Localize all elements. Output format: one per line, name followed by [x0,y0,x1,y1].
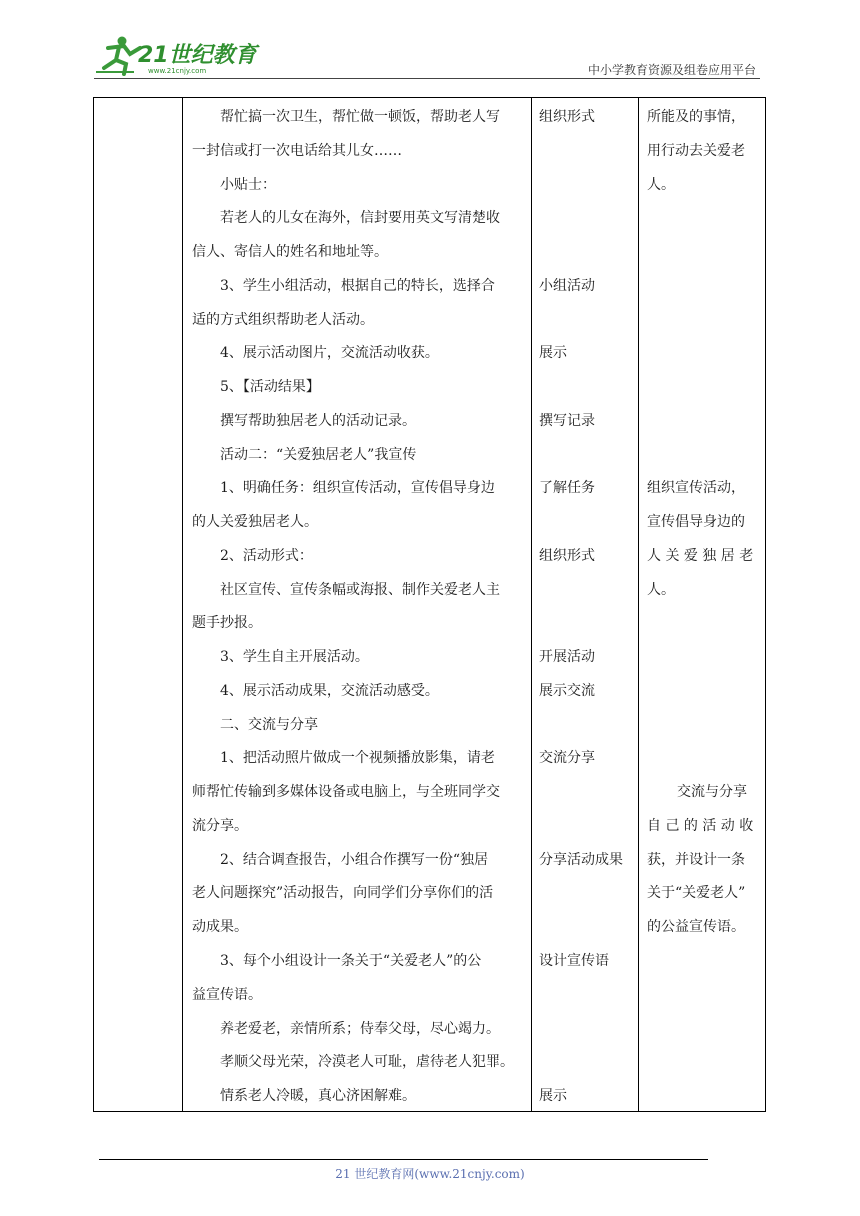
table-line: 组织形式 [539,547,595,564]
table-line: 交流分享 [539,750,595,767]
table-line: 1、把活动照片做成一个视频播放影集，请老 [220,750,495,767]
lesson-table [93,97,766,1112]
logo-url: www.21cnjy.com [148,67,207,75]
page-header [94,30,760,80]
table-line: 若老人的儿女在海外，信封要用英文写清楚收 [220,210,500,227]
table-line: 用行动去关爱老 [647,142,745,159]
table-line: 组织形式 [539,109,595,125]
table-line: 获，并设计一条 [647,851,745,868]
table-line: 信人、寄信人的姓名和地址等。 [192,244,388,261]
table-line: 的公益宣传语。 [647,919,745,936]
table-line: 小贴士： [220,176,276,193]
table-line: 宣传倡导身边的 [647,514,745,531]
table-line: 人。 [647,176,675,193]
table-line: 流分享。 [192,817,248,834]
table-line: 老人问题探究”活动报告，向同学们分享你们的活 [192,885,494,902]
table-line: 师帮忙传输到多媒体设备或电脑上，与全班同学交 [192,784,500,801]
table-line: 5、【活动结果】 [220,379,320,396]
table-line: 分享活动成果 [539,851,623,868]
table-line: 组织宣传活动， [647,480,745,497]
table-line: 情系老人冷暖，真心济困解难。 [220,1088,416,1105]
table-line: 社区宣传、宣传条幅或海报、制作关爱老人主 [220,581,500,598]
logo [94,34,264,76]
table-line: 2、结合调查报告，小组合作撰写一份“独居 [220,851,489,868]
table-line: 开展活动 [539,649,595,666]
footer-divider [99,1159,708,1160]
table-line: 小组活动 [539,277,595,294]
table-line: 人 关 爱 独 居 老 [647,547,754,564]
column-divider [531,98,532,1111]
table-line: 二、交流与分享 [220,716,318,733]
table-line: 3、学生自主开展活动。 [220,649,369,666]
table-line: 益宣传语。 [192,986,262,1003]
table-line: 撰写记录 [539,412,595,429]
table-line: 活动二：“关爱独居老人”我宣传 [220,446,417,463]
table-line: 动成果。 [192,919,248,936]
table-line: 自 己 的 活 动 收 [647,817,754,834]
header-divider [94,78,760,79]
table-line: 了解任务 [539,480,595,497]
table-line: 孝顺父母光荣，冷漠老人可耻，虐待老人犯罪。 [220,1054,514,1071]
table-line: 3、每个小组设计一条关于“关爱老人”的公 [220,953,482,969]
table-line: 所能及的事情， [647,109,745,125]
table-line: 4、展示活动成果，交流活动感受。 [220,682,439,699]
table-line: 撰写帮助独居老人的活动记录。 [220,412,416,429]
logo-text: 21世纪教育 [138,43,257,68]
table-line: 适的方式组织帮助老人活动。 [192,311,374,328]
column-divider [638,98,639,1111]
table-line: 2、活动形式： [220,547,313,564]
footer-text: 21 世纪教育网(www.21cnjy.com) [335,1167,525,1181]
table-line: 人。 [647,581,675,598]
table-line: 展示交流 [539,682,595,699]
table-line: 3、学生小组活动，根据自己的特长，选择合 [220,277,495,294]
table-line: 展示 [539,1088,567,1105]
platform-name: 中小学教育资源及组卷应用平台 [587,63,756,77]
runner-icon [96,37,140,75]
table-line: 一封信或打一次电话给其儿女…… [192,142,402,159]
table-line: 交流与分享 [677,784,747,801]
table-line: 设计宣传语 [539,953,609,969]
table-line: 养老爱老，亲情所系；侍奉父母，尽心竭力。 [220,1020,500,1037]
table-line: 帮忙搞一次卫生，帮忙做一顿饭，帮助老人写 [220,109,500,125]
table-line: 题手抄报。 [192,615,262,632]
column-divider [182,98,183,1111]
table-line: 4、展示活动图片，交流活动收获。 [220,345,439,362]
table-line: 1、明确任务：组织宣传活动，宣传倡导身边 [220,480,495,497]
table-line: 的人关爱独居老人。 [192,514,318,531]
table-line: 关于“关爱老人” [647,885,746,902]
table-line: 展示 [539,345,567,362]
